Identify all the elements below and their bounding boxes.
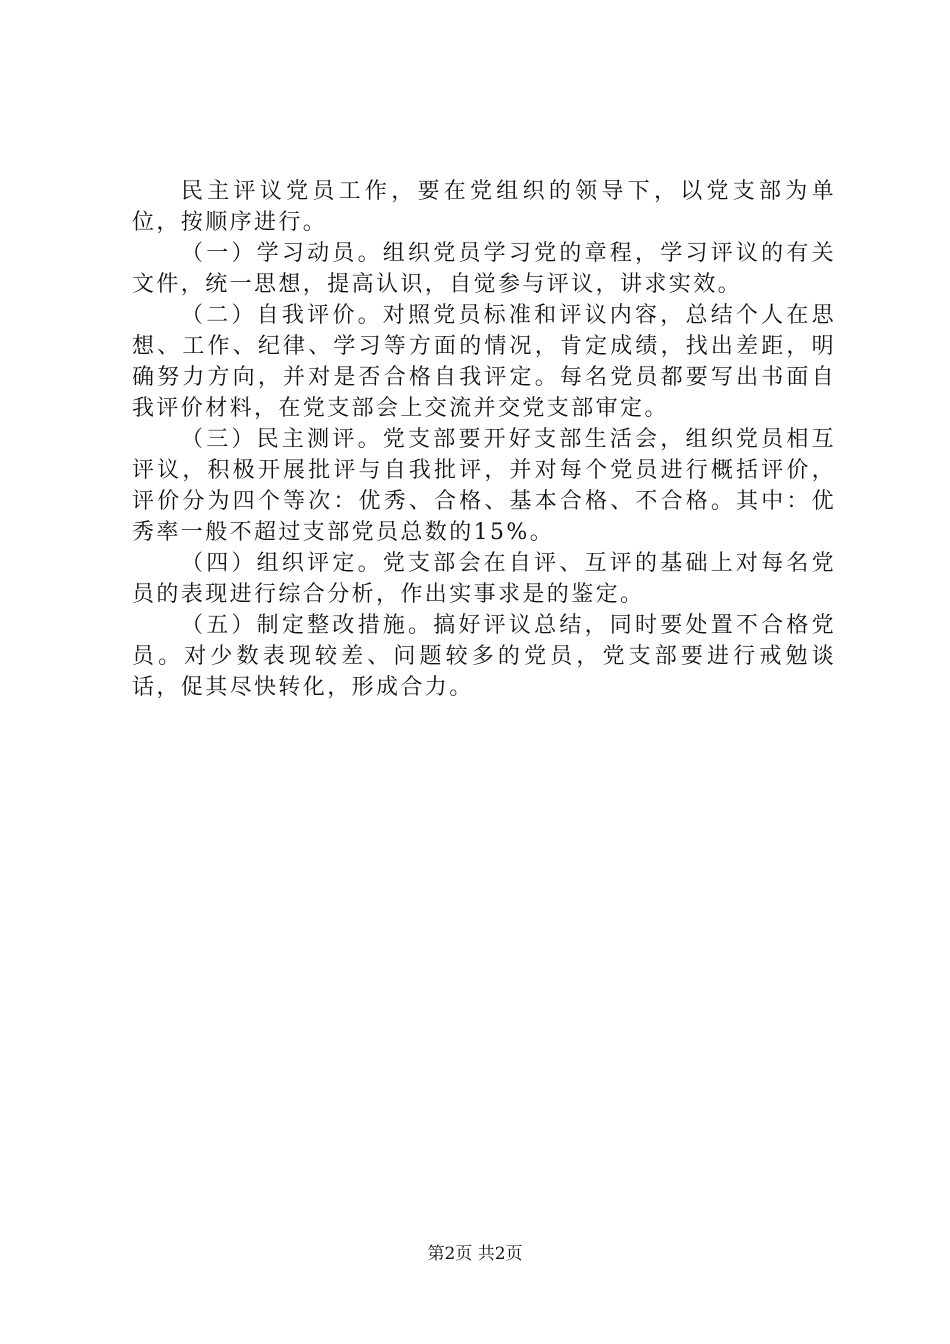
paragraph-rectification-measures: （五）制定整改措施。搞好评议总结，同时要处置不合格党员。对少数表现较差、问题较多的党员，党支部要进行戒勉谈话，促其尽快转化，形成合力。 <box>132 613 836 700</box>
paragraph-self-evaluation: （二）自我评价。对照党员标准和评议内容，总结个人在思想、工作、纪律、学习等方面的情况，肯定成绩，找出差距，明确努力方向，并对是否合格自我评定。每名党员都要写出书面自我评价材料，在党支部会上交流并交党支部审定。 <box>132 303 836 421</box>
page-number-footer: 第2页 共2页 <box>427 1244 523 1264</box>
paragraph-democratic-assessment: （三）民主测评。党支部要开好支部生活会，组织党员相互评议，积极开展批评与自我批评，并对每个党员进行概括评价，评价分为四个等次：优秀、合格、基本合格、不合格。其中：优秀率一般不超过支部党员总数的15%。 <box>132 427 836 545</box>
document-body <box>132 176 836 703</box>
paragraph-study-mobilization: （一）学习动员。组织党员学习党的章程，学习评议的有关文件，统一思想，提高认识，自觉参与评议，讲求实效。 <box>132 241 836 297</box>
paragraph-intro: 民主评议党员工作，要在党组织的领导下，以党支部为单位，按顺序进行。 <box>132 179 836 235</box>
paragraph-organizational-review: （四）组织评定。党支部会在自评、互评的基础上对每名党员的表现进行综合分析，作出实事求是的鉴定。 <box>132 551 836 607</box>
